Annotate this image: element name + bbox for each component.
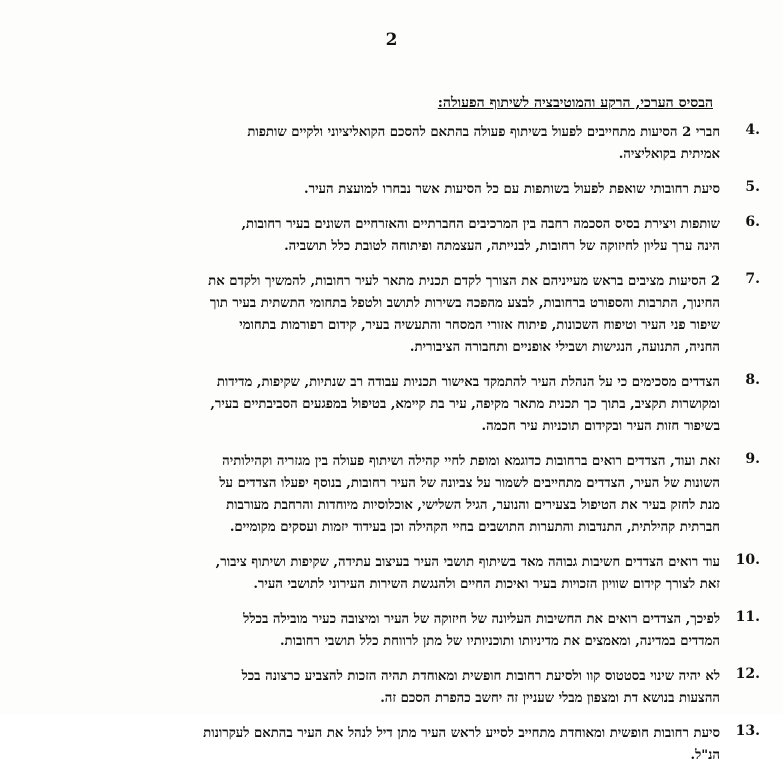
- clause-item: [55, 609, 760, 653]
- clause-item: [55, 723, 760, 767]
- clause-item: [55, 552, 760, 596]
- clause-text-line: מנת לחזק בעיר את הטיפול בצעירים והנוער, הגיל השלישי, אוכלוסיות מיוחדות והרחבת מעורבות: [226, 498, 720, 513]
- clause-text-line: זאת לצורך קידום שוויון הזכויות בעיר ואיכות החיים ולהנגשת השירות העירוני לתושבי העיר.: [253, 577, 720, 592]
- clause-number: 5.: [745, 179, 760, 195]
- clause-item: [55, 372, 760, 438]
- clause-text-line: השונות של העיר, הצדדים מתחייבים לשמור על צביונה של העיר רחובות, בנוסף יפעלו הצדדים על: [219, 476, 720, 491]
- clause-text-line: החינוך, התרבות והספורט ברחובות, לבצע מהפכה בשירות לתושב ולטפל בתחומי התשתית בעיר תוך: [209, 296, 720, 311]
- clause-text-line: 2 הסיעות מציבים בראש מעייניהם את הצורך לקדם תכנית מתאר לעיר רחובות, להמשיך ולקדם את: [208, 274, 720, 289]
- clause-text-line: בשיפור חזות העיר ובקידום תוכניות עיר חכמה.: [481, 419, 720, 434]
- clause-item: [55, 666, 760, 710]
- clause-text-line: זאת ועוד, הצדדים רואים ברחובות כדוגמא ומופת לחיי קהילה ושיתוף פעולה בין מגזריה וקהילותיה: [222, 454, 720, 469]
- clause-number: 8.: [745, 372, 760, 388]
- page-number: 2: [385, 30, 398, 50]
- clause-text-line: אמיתית בקואליציה.: [618, 147, 720, 162]
- clause-number: 13.: [735, 723, 760, 739]
- clause-text-line: ההצעות בנושא דת ומצפון מבלי שעניין זה יחשב כהפרת הסכם זה.: [380, 691, 720, 706]
- clause-number: 10.: [735, 552, 760, 568]
- section-heading: הבסיס הערכי, הרקע והמוטיבציה לשיתוף הפעולה:: [437, 95, 713, 111]
- clause-text-line: שותפות ויצירת בסיס הסכמה רחבה בין המרכיבים החברתיים והאזרחיים השונים בעיר רחובות,: [241, 217, 720, 232]
- clause-text-line: החניה, התנועה, הנגישות ושבילי אופניים ותחבורה הציבורית.: [409, 340, 720, 355]
- clause-number: 4.: [745, 122, 760, 138]
- clause-text-line: שיפור פני העיר וטיפוח השכונות, פיתוח אזורי המסחר והתעשיה בעיר, קידום רפורמות בתחומי: [239, 318, 720, 333]
- clause-number: 9.: [745, 451, 760, 467]
- clause-text-line: סיעת רחובות חופשית ומאוחדת מתחייב לסייע לראש העיר מתן דיל לנהל את העיר בהתאם לעקרונות: [203, 726, 720, 741]
- clause-text-line: חברתית קהילתית, התנדבות והתערות התושבים בחיי הקהילה וכן בעידוד יזמות ועסקים מקומיים.: [229, 520, 720, 535]
- clause-text-line: עוד רואים הצדדים חשיבות גבוהה מאד בשיתוף תושבי העיר בעיצוב עתידה, שקיפות ושיתוף ציבור,: [215, 555, 720, 570]
- clause-number: 11.: [735, 609, 760, 625]
- clause-text-line: סיעת רחובותי שואפת לפעול בשותפות עם כל הסיעות אשר נבחרו למועצת העיר.: [304, 182, 720, 197]
- clause-text-line: ומקושרות תקציב, בתוך כך תכנית מתאר מקיפה, עיר בת קיימא, בטיפול במפגעים הסביבתיים בעיר,: [210, 397, 720, 412]
- clause-number: 12.: [735, 666, 760, 682]
- clause-item: [55, 179, 760, 201]
- clause-text-line: לא יהיה שינוי בסטטוס קוו ולסיעת רחובות חופשית ומאוחדת תהיה הזכות להצביע כרצונה בכל: [241, 669, 720, 684]
- clause-text-line: הינה ערך עליון לחיזוקה של רחובות, לבנייתה, העצמתה ופיתוחה לטובת כלל תושביה.: [284, 239, 720, 254]
- clause-text-line: חברי 2 הסיעות מתחייבים לפעול בשיתוף פעולה בהתאם להסכם הקואליציוני ולקיים שותפות: [247, 125, 720, 140]
- clause-item: [55, 122, 760, 166]
- clause-text-line: לפיכך, הצדדים רואים את החשיבות העליונה של חיזוקה של העיר ומיצובה כעיר מובילה בכלל: [243, 612, 720, 627]
- clause-item: [55, 271, 760, 359]
- clause-text-line: הנ"ל.: [690, 748, 720, 763]
- clause-number: 6.: [745, 214, 760, 230]
- clause-text-line: המדדים במדינה, ומאמצים את מדיניותו ותוכניותיו של מתן לרווחת כלל תושבי רחובות.: [279, 634, 720, 649]
- clause-text-line: הצדדים מסכימים כי על הנהלת העיר להתמקד באישור תכניות עבודה רב שנתיות, שקיפות, מדידות: [216, 375, 720, 390]
- clause-item: [55, 451, 760, 539]
- clause-item: [55, 214, 760, 258]
- clause-list: [55, 122, 760, 780]
- clause-number: 7.: [745, 271, 760, 287]
